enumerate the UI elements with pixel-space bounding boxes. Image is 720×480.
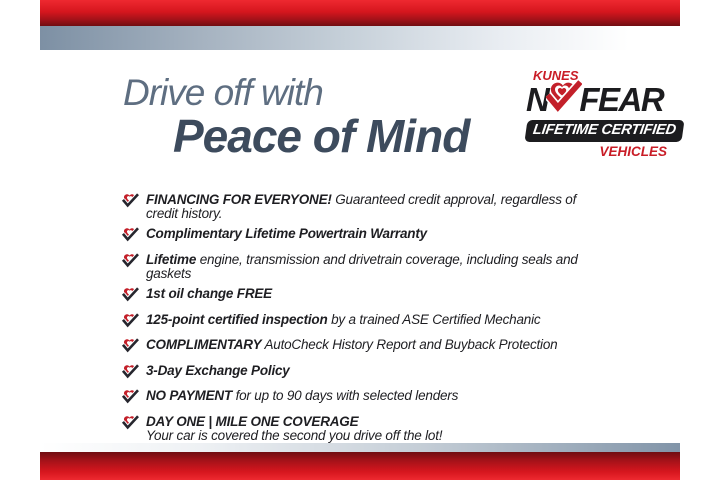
heart-check-icon [122, 253, 139, 273]
heart-check-icon [122, 287, 139, 307]
benefit-text [146, 227, 427, 241]
heart-check-icon [122, 338, 139, 358]
heart-check-icon [546, 80, 582, 117]
benefit-rest-text: by a trained ASE Certified Mechanic [327, 311, 541, 327]
benefit-bold-text: 125-point certified inspection [146, 311, 328, 327]
heart-check-icon [122, 313, 139, 333]
logo-brand-text: KUNES [533, 68, 579, 83]
benefit-bold-text: DAY ONE | MILE ONE COVERAGE [146, 413, 359, 429]
benefit-bold-text: FINANCING FOR EVERYONE! [146, 192, 332, 207]
benefit-item [122, 415, 602, 444]
benefit-item [122, 253, 602, 282]
logo-wordmark [526, 81, 676, 118]
benefit-text [146, 287, 272, 301]
bottom-red-band [40, 452, 680, 480]
kunes-no-fear-logo [526, 69, 676, 158]
benefit-item [122, 389, 602, 409]
heart-check-icon [122, 227, 139, 247]
benefit-text [146, 313, 540, 327]
heart-check-icon [122, 389, 139, 409]
headline-line2: Peace of Mind [173, 110, 470, 162]
benefit-text [146, 389, 458, 403]
benefits-list [122, 193, 602, 449]
heart-check-icon [122, 415, 139, 435]
benefit-subline: Your car is covered the second you drive off the lot! [146, 428, 443, 444]
benefit-item [122, 193, 602, 222]
benefit-item [122, 287, 602, 307]
benefit-rest-text: Guaranteed credit approval, regardless of credit history. [146, 192, 577, 222]
logo-banner: LIFETIME CERTIFIED [524, 120, 684, 142]
benefit-bold-text: Complimentary Lifetime Powertrain Warranty [146, 226, 427, 242]
logo-sub-text: VEHICLES [599, 143, 667, 159]
benefit-text [146, 193, 602, 222]
benefit-item [122, 338, 602, 358]
logo-word-end: FEAR [579, 81, 664, 118]
benefit-item [122, 364, 602, 384]
benefit-item [122, 313, 602, 333]
logo-word-start: N [526, 81, 549, 118]
benefit-rest-text: for up to 90 days with selected lenders [232, 388, 459, 404]
benefit-text [146, 253, 602, 282]
benefit-rest-text: AutoCheck History Report and Buyback Protection [261, 337, 558, 353]
top-silver-band [40, 26, 680, 50]
benefit-bold-text: Lifetime [146, 251, 197, 267]
headline-line1: Drive off with [123, 72, 323, 113]
top-red-band [40, 0, 680, 26]
benefit-bold-text: NO PAYMENT [146, 388, 233, 404]
benefit-item [122, 227, 602, 247]
headline [123, 72, 470, 162]
benefit-text [146, 364, 290, 378]
bottom-silver-band [40, 443, 680, 452]
heart-check-icon [122, 193, 139, 213]
benefit-bold-text: 3-Day Exchange Policy [146, 362, 290, 378]
heart-check-icon [122, 364, 139, 384]
benefit-text [146, 338, 557, 352]
benefit-bold-text: 1st oil change FREE [146, 285, 272, 301]
benefit-rest-text: engine, transmission and drivetrain coverage, including seals and gaskets [146, 251, 578, 282]
benefit-text [146, 415, 442, 444]
benefit-bold-text: COMPLIMENTARY [146, 337, 262, 353]
